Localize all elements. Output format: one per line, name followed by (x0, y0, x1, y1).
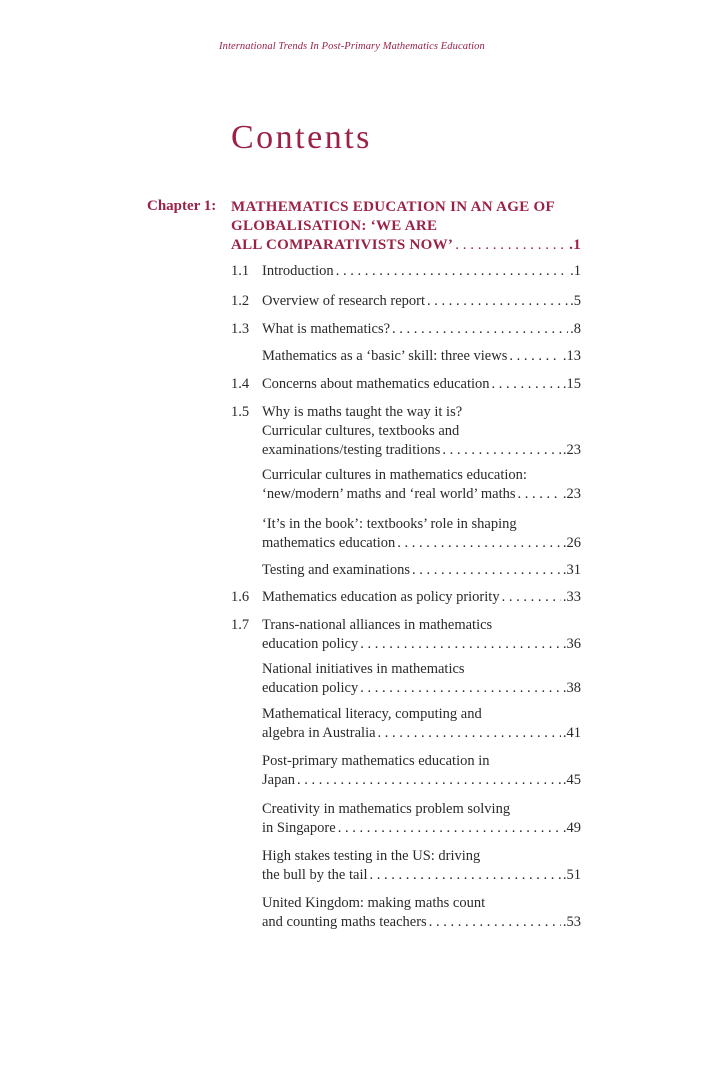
page-number: .23 (562, 486, 581, 502)
toc-entry-title-line: High stakes testing in the US: driving (262, 848, 481, 864)
page-title: Contents (231, 119, 372, 156)
toc-entry-title-line: ‘new/modern’ maths and ‘real world’ maths (262, 486, 516, 502)
page-number: .15 (562, 376, 581, 392)
toc-entry-body (262, 515, 581, 553)
toc-entry-leader-line (262, 292, 581, 311)
page-number: .8 (570, 321, 581, 337)
page-number: .36 (562, 636, 581, 652)
toc-entry-body (262, 588, 581, 607)
toc-entry-body (262, 894, 581, 932)
toc-entry-body (262, 847, 581, 885)
toc-entry-leader-line (262, 588, 581, 607)
chapter-title[interactable] (231, 198, 581, 255)
toc-entry-leader-line (262, 866, 581, 885)
section-number: 1.4 (231, 376, 250, 392)
page-number: .45 (562, 772, 581, 788)
page-number: .31 (562, 562, 581, 578)
section-number: 1.3 (231, 321, 250, 337)
toc-entry-title-line: ‘It’s in the book’: textbooks’ role in shaping (262, 516, 517, 532)
dot-leader (378, 724, 561, 743)
toc-entry-body (262, 660, 581, 698)
toc-entry-title-line: Trans-national alliances in mathematics (262, 617, 493, 633)
dot-leader (455, 236, 567, 255)
page-number: .41 (562, 725, 581, 741)
toc-entry-body (262, 800, 581, 838)
toc-entry-title-line: Curricular cultures, textbooks and (262, 423, 460, 439)
page-number: .26 (562, 535, 581, 551)
toc-entry-leader-line (262, 635, 581, 654)
toc-entry[interactable] (231, 705, 581, 743)
toc-entry[interactable] (231, 660, 581, 698)
chapter-page-number: .1 (569, 237, 581, 253)
dot-leader (360, 679, 561, 698)
running-header: International Trends In Post-Primary Mathematics Education (219, 41, 485, 52)
toc-entry-title-line: Concerns about mathematics education (262, 376, 490, 392)
dot-leader (370, 866, 561, 885)
dot-leader (509, 347, 561, 366)
dot-leader (492, 375, 561, 394)
toc-entry-leader-line (262, 679, 581, 698)
section-number: 1.7 (231, 617, 250, 633)
dot-leader (397, 534, 561, 553)
dot-leader (360, 635, 561, 654)
toc-entry-title-line: Curricular cultures in mathematics education: (262, 467, 527, 483)
section-number: 1.1 (231, 263, 250, 279)
toc-entry-body (262, 320, 581, 339)
toc-entry[interactable] (231, 800, 581, 838)
dot-leader (338, 819, 561, 838)
page-number: .1 (570, 263, 581, 279)
toc-entry-body (262, 262, 581, 281)
dot-leader (429, 913, 561, 932)
chapter-label: Chapter 1: (147, 198, 217, 214)
toc-entry-body (262, 616, 581, 654)
dot-leader (427, 292, 568, 311)
toc-entry-title-line: Mathematics as a ‘basic’ skill: three views (262, 348, 508, 364)
toc-entry-body (262, 403, 581, 460)
toc-entry[interactable] (231, 561, 581, 580)
toc-entry-body (262, 561, 581, 580)
toc-entry-title-line: Introduction (262, 263, 334, 279)
toc-entry-title-line: Post-primary mathematics education in (262, 753, 490, 769)
chapter-title-line: GLOBALISATION: ‘WE ARE (231, 218, 438, 234)
toc-entry-leader-line (262, 771, 581, 790)
chapter-title-line: MATHEMATICS EDUCATION IN AN AGE OF (231, 199, 555, 215)
toc-entry[interactable] (231, 347, 581, 366)
toc-entry[interactable] (231, 847, 581, 885)
page-number: .23 (562, 442, 581, 458)
page-number: .33 (562, 589, 581, 605)
toc-entry-title-line: Testing and examinations (262, 562, 410, 578)
page-number: .5 (570, 293, 581, 309)
toc-entry[interactable] (231, 515, 581, 553)
toc-entry-title-line: algebra in Australia (262, 725, 376, 741)
toc-entry-body (262, 375, 581, 394)
toc-entry-body (262, 752, 581, 790)
toc-entry[interactable] (231, 262, 581, 281)
toc-entry-leader-line (262, 320, 581, 339)
page-number: .51 (562, 867, 581, 883)
dot-leader (518, 485, 561, 504)
toc-entry-title-line: Overview of research report (262, 293, 426, 309)
toc-entry[interactable] (231, 320, 581, 339)
toc-entry-leader-line (262, 819, 581, 838)
toc-entry-leader-line (262, 262, 581, 281)
toc-entry-title-line: What is mathematics? (262, 321, 391, 337)
page-number: .53 (562, 914, 581, 930)
dot-leader (336, 262, 568, 281)
dot-leader (297, 771, 561, 790)
toc-entry[interactable] (231, 894, 581, 932)
dot-leader (392, 320, 568, 339)
toc-entry[interactable] (231, 466, 581, 504)
toc-entry[interactable] (231, 752, 581, 790)
section-number: 1.5 (231, 404, 250, 420)
toc-entry-leader-line (262, 724, 581, 743)
toc-entry-title-line: Mathematical literacy, computing and (262, 706, 482, 722)
toc-entry-title-line: Creativity in mathematics problem solving (262, 801, 511, 817)
toc-entry-leader-line (262, 441, 581, 460)
toc-entry-title-line: mathematics education (262, 535, 396, 551)
toc-entry-leader-line (262, 347, 581, 366)
toc-entry-title-line: the bull by the tail (262, 867, 368, 883)
dot-leader (442, 441, 560, 460)
chapter-title-leader (231, 236, 581, 255)
toc-entry[interactable] (231, 375, 581, 394)
page-number: .38 (562, 680, 581, 696)
dot-leader (412, 561, 561, 580)
toc-entry-body (262, 347, 581, 366)
section-number: 1.6 (231, 589, 250, 605)
toc-entry-body (262, 705, 581, 743)
toc-entry-title-line: examinations/testing traditions (262, 442, 441, 458)
toc-entry-title-line: and counting maths teachers (262, 914, 427, 930)
toc-entry-leader-line (262, 485, 581, 504)
toc-entry-title-line: Why is maths taught the way it is? (262, 404, 463, 420)
page-number: .13 (562, 348, 581, 364)
toc-entry-title-line: education policy (262, 636, 359, 652)
toc-entry-body (262, 292, 581, 311)
toc-entry-title-line: education policy (262, 680, 359, 696)
toc-entry[interactable] (231, 403, 581, 460)
toc-entry-leader-line (262, 375, 581, 394)
toc-entry-title-line: National initiatives in mathematics (262, 661, 465, 677)
section-number: 1.2 (231, 293, 250, 309)
dot-leader (502, 588, 561, 607)
toc-entry[interactable] (231, 292, 581, 311)
toc-entry-title-line: Mathematics education as policy priority (262, 589, 500, 605)
toc-entry-title-line: in Singapore (262, 820, 336, 836)
toc-entry-body (262, 466, 581, 504)
toc-entry-leader-line (262, 534, 581, 553)
toc-entry-title-line: Japan (262, 772, 296, 788)
toc-entry[interactable] (231, 588, 581, 607)
toc-entry[interactable] (231, 616, 581, 654)
toc-entry-leader-line (262, 561, 581, 580)
toc-entry-title-line: United Kingdom: making maths count (262, 895, 486, 911)
chapter-title-line: ALL COMPARATIVISTS NOW’ (231, 237, 454, 253)
toc-entry-leader-line (262, 913, 581, 932)
page-number: .49 (562, 820, 581, 836)
